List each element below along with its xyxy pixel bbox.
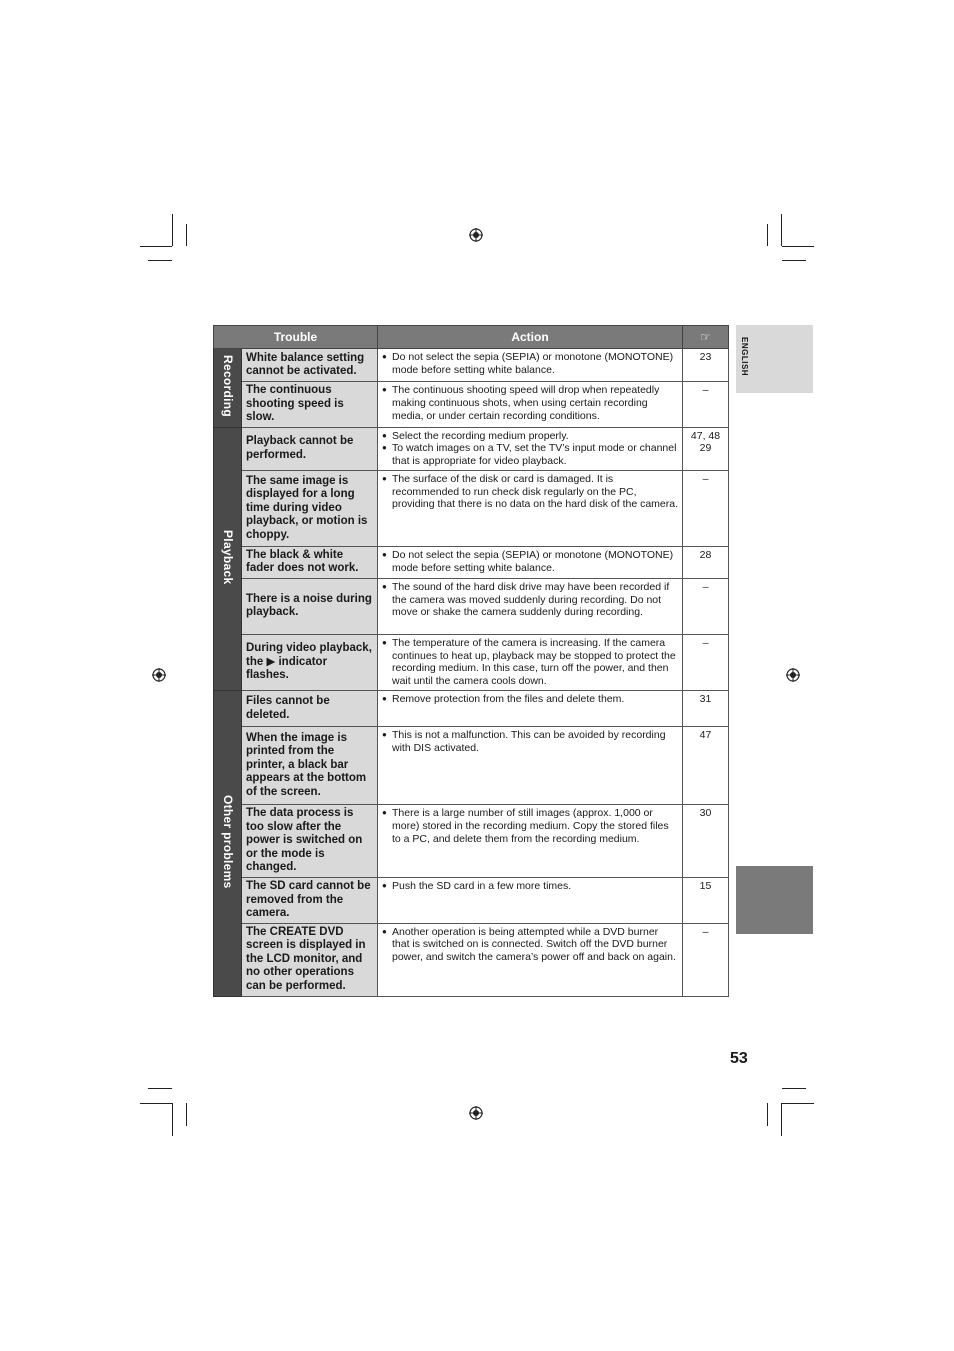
trouble-cell: During video playback, the ▶ indicator flashes. [242,634,378,690]
bullet-icon: ● [382,694,387,704]
action-cell [378,691,683,727]
crop-mark [782,1103,814,1104]
category-playback [214,427,242,691]
troubleshooting-table [213,325,729,997]
table-row [214,427,729,470]
action-item [382,473,678,511]
page-ref: – [702,472,709,485]
action-cell [378,805,683,878]
page-ref-cell [683,691,729,727]
crop-mark [781,214,782,246]
action-text: The temperature of the camera is increasing. If the camera continues to heat up, playback may be stopped to protect the recording medium. In this case, turn off the power, and then wait until the camera cools down. [392,636,676,688]
crop-mark [172,214,173,246]
bullet-icon: ● [382,926,387,936]
action-item [382,384,678,422]
bullet-icon: ● [382,808,387,818]
category-label: Recording [221,354,235,417]
action-cell [378,349,683,382]
table-row [214,805,729,878]
action-text: To watch images on a TV, set the TV’s input mode or channel that is appropriate for video playback. [392,442,677,468]
crop-mark [767,224,768,246]
action-item [382,430,678,443]
page-ref: 28 [699,548,712,561]
crop-mark [186,224,187,246]
action-item [382,581,678,619]
page-reference-icon: ☞ [700,329,711,344]
crop-mark [148,260,172,261]
bullet-icon: ● [382,430,387,440]
registration-mark-icon [152,668,166,682]
action-text: Do not select the sepia (SEPIA) or monotone (MONOTONE) mode before setting white balance. [392,548,674,574]
page-ref-cell [683,546,729,578]
crop-mark [781,1103,782,1136]
section-tab [736,866,813,934]
trouble-cell: When the image is printed from the printer, a black bar appears at the bottom of the screen. [242,727,378,805]
page-ref-cell [683,382,729,428]
action-cell [378,578,683,634]
language-tab-label: ENGLISH [740,337,749,377]
table-row [214,634,729,690]
table-row [214,470,729,546]
bullet-icon: ● [382,637,387,647]
action-cell [378,427,683,470]
action-item [382,351,678,377]
table-row [214,923,729,996]
table-row [214,727,729,805]
action-header: Action [378,326,683,349]
page-ref: – [702,925,709,938]
registration-mark-icon [786,668,800,682]
crop-mark [148,1088,172,1089]
page-ref: 47, 48 [690,429,721,442]
category-other-problems [214,691,242,997]
trouble-cell: The same image is displayed for a long time during video playback, or motion is choppy. [242,470,378,546]
page-ref-cell [683,727,729,805]
page-ref-cell [683,427,729,470]
action-cell [378,634,683,690]
crop-mark [140,246,172,247]
crop-mark [782,246,814,247]
action-item [382,880,678,893]
bullet-icon: ● [382,549,387,559]
action-text: This is not a malfunction. This can be avoided by recording with DIS activated. [392,729,666,754]
page-ref-cell [683,878,729,924]
page-ref-header [683,326,729,349]
action-cell [378,470,683,546]
trouble-cell: The CREATE DVD screen is displayed in the LCD monitor, and no other operations can be performed. [242,923,378,996]
trouble-cell: There is a noise during playback. [242,578,378,634]
action-item [382,807,678,845]
action-cell [378,923,683,996]
table-body [214,349,729,997]
action-text: The surface of the disk or card is damaged. It is recommended to run check disk regularly on the PC, providing that there is no data on the hard disk of the camera. [392,472,679,511]
crop-mark [140,1103,172,1104]
page-ref: 30 [699,807,712,820]
trouble-cell: The continuous shooting speed is slow. [242,382,378,428]
action-item [382,729,678,755]
action-text: Push the SD card in a few more times. [392,880,572,893]
page-ref-cell [683,470,729,546]
bullet-icon: ● [382,881,387,891]
table-header-row [214,326,729,349]
action-cell [378,878,683,924]
action-text: Do not select the sepia (SEPIA) or monotone (MONOTONE) mode before setting white balance. [392,351,674,376]
page-ref: 15 [699,880,712,893]
crop-mark [782,1088,806,1089]
page-ref-cell [683,634,729,690]
table-row [214,691,729,727]
action-item [382,637,678,688]
trouble-cell: Playback cannot be performed. [242,427,378,470]
action-item [382,693,678,706]
crop-mark [782,260,806,261]
page-ref: 29 [699,442,712,455]
crop-mark [172,1103,173,1136]
language-tab [736,325,813,393]
bullet-icon: ● [382,352,387,361]
action-text: The continuous shooting speed will drop when repeatedly making continuous shots, when using certain recording media, or under certain recording conditions. [392,384,660,422]
table-row [214,349,729,382]
registration-mark-icon [469,1106,483,1120]
page-ref-cell [683,805,729,878]
crop-mark [186,1103,187,1126]
category-recording [214,349,242,428]
trouble-cell: The black & white fader does not work. [242,546,378,578]
page-number: 53 [730,1050,748,1067]
bullet-icon: ● [382,730,387,740]
table-row [214,546,729,578]
action-text: Select the recording medium properly. [392,429,569,442]
page-ref: 47 [699,729,712,742]
action-cell [378,546,683,578]
action-text: There is a large number of still images (approx. 1,000 or more) stored in the recording medium. Copy the stored files to a PC, and delete them from the recording medium. [392,807,669,845]
category-label: Other problems [221,794,235,889]
table-row [214,382,729,428]
page-ref-cell [683,349,729,382]
action-cell [378,727,683,805]
action-text: Remove protection from the files and delete them. [392,693,625,706]
category-label: Playback [221,529,235,584]
page-ref: – [702,384,709,396]
page-ref: 23 [699,351,712,363]
bullet-icon: ● [382,473,387,483]
table-row [214,878,729,924]
trouble-cell: Files cannot be deleted. [242,691,378,727]
table-row [214,578,729,634]
action-item [382,442,678,468]
action-item [382,926,678,964]
bullet-icon: ● [382,443,387,453]
action-item [382,549,678,575]
trouble-cell: The data process is too slow after the power is switched on or the mode is changed. [242,805,378,878]
action-text: The sound of the hard disk drive may have been recorded if the camera was moved suddenly during recording. Do not move or shake the camera suddenly during recording. [392,580,670,619]
page-ref: 31 [699,693,712,706]
bullet-icon: ● [382,581,387,591]
action-cell [378,382,683,428]
trouble-cell: White balance setting cannot be activated. [242,349,378,382]
registration-mark-icon [469,228,483,242]
page-ref: – [702,580,709,593]
action-text: Another operation is being attempted while a DVD burner that is switched on is connected. Switch off the DVD burner power, and switch the camera’s power off and back on again. [392,925,676,964]
page-ref: – [702,636,709,649]
crop-mark [767,1103,768,1126]
trouble-header: Trouble [214,326,378,349]
trouble-cell: The SD card cannot be removed from the camera. [242,878,378,924]
page-ref-cell [683,923,729,996]
bullet-icon: ● [382,385,387,394]
page-ref-cell [683,578,729,634]
